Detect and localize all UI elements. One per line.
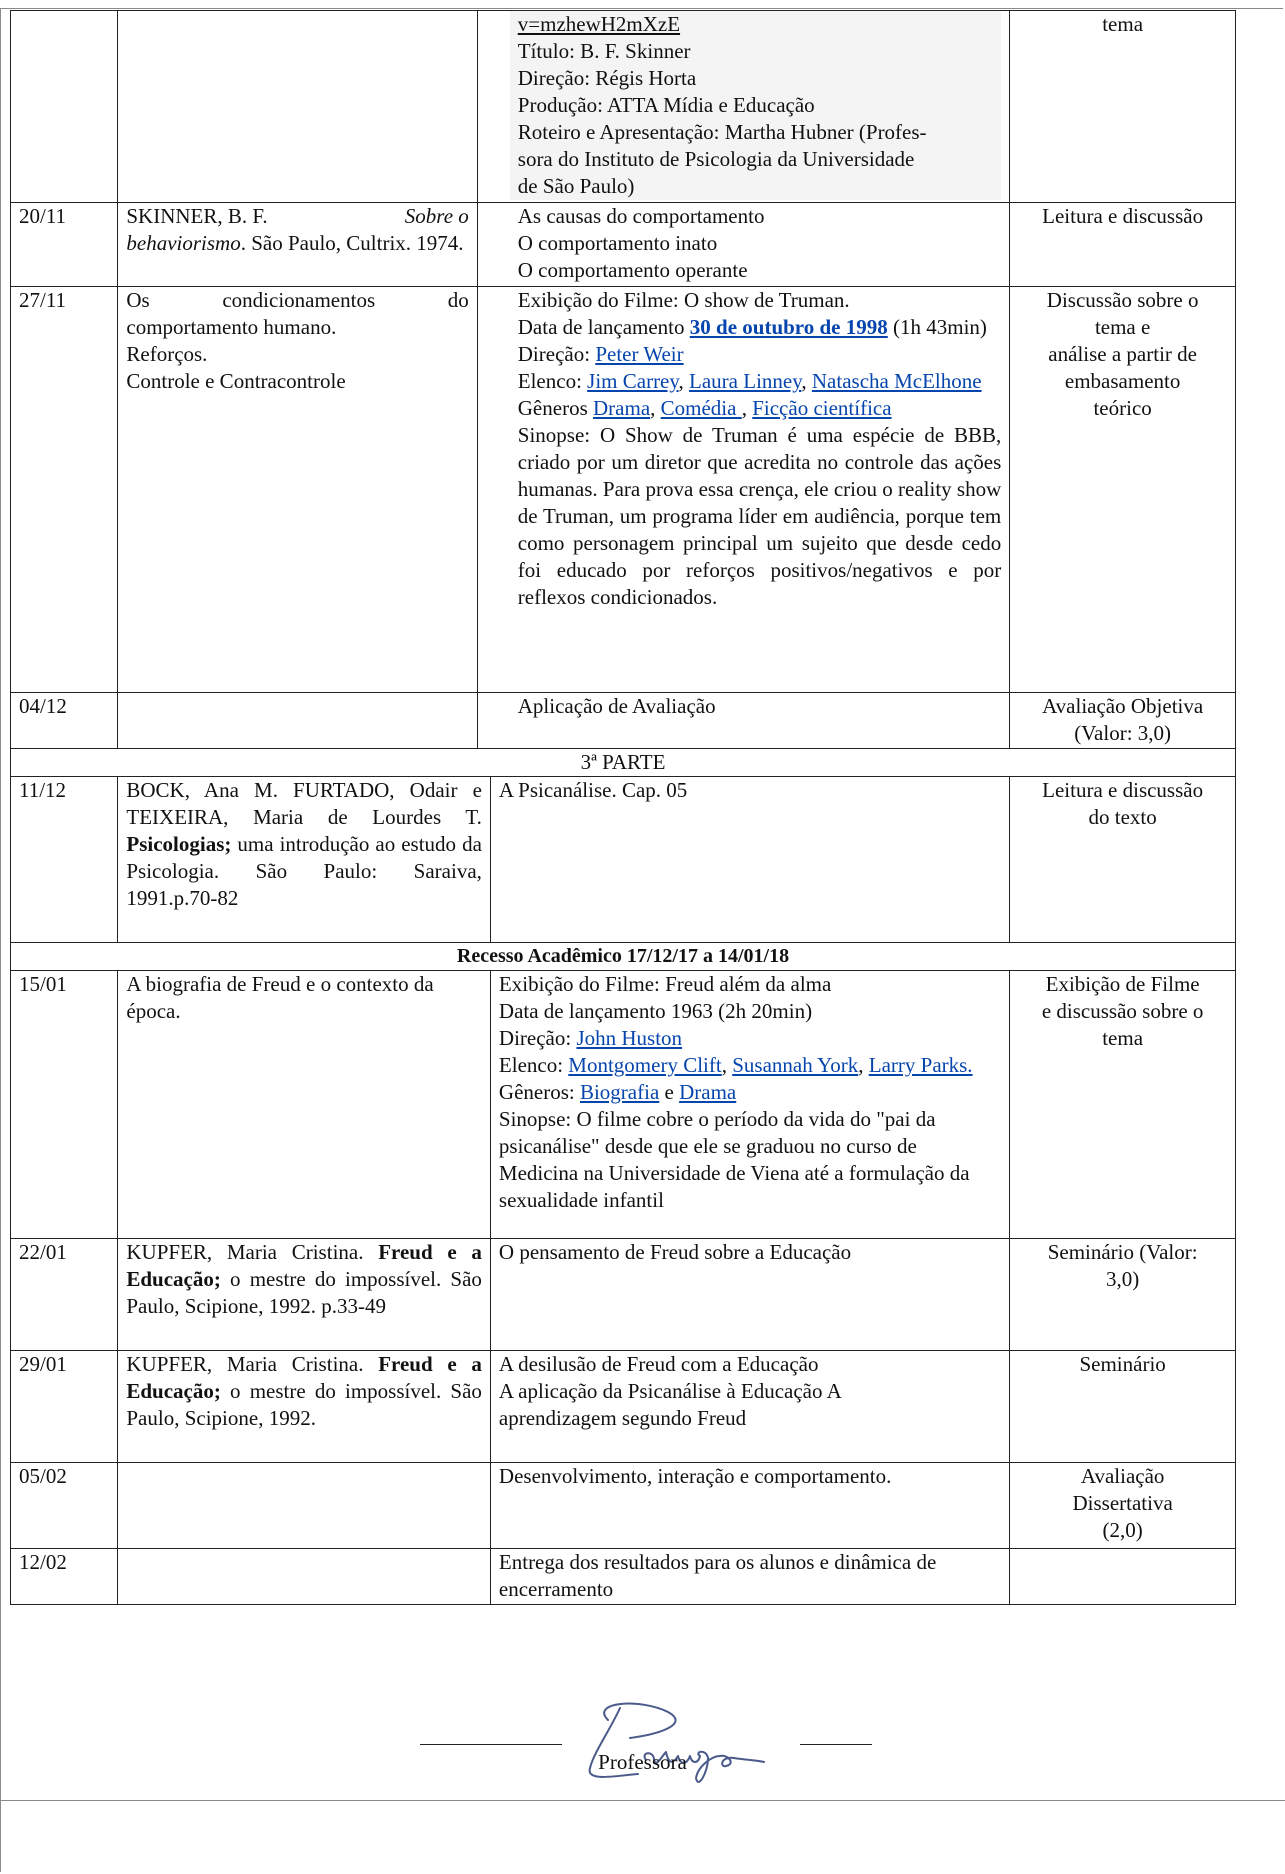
genre-link[interactable]: Comédia	[660, 396, 742, 420]
activity-cell	[1010, 287, 1236, 693]
activity-cell	[1010, 1239, 1236, 1351]
reference-publisher: uma introdução ao estudo da Psicologia. São Paulo: Saraiva, 1991.p.70-82	[126, 832, 482, 910]
date-cell: 22/01	[11, 1239, 118, 1351]
activity-line: Avaliação	[1080, 1464, 1165, 1488]
reference-publisher: o mestre do impossível. São Paulo, Scipione, 1992. p.33-49	[126, 1267, 482, 1318]
reference-publisher: . São Paulo, Cultrix. 1974.	[240, 231, 464, 255]
reference-cell	[118, 693, 477, 749]
section-title: 3ª PARTE	[11, 749, 1236, 777]
date-cell	[11, 11, 118, 203]
activity-line: Exibição de Filme	[1045, 972, 1200, 996]
film-synopsis: Sinopse: O Show de Truman é uma espécie de BBB, criado por um diretor que acredita no controle das ações humanas. Para prova essa crença, ele criou o reality show de Truman, um programa líder em audiência, porque tem como personagem principal um sujeito que desde cedo foi educado por reforços positivos/negativos e por reflexos condicionados.	[517, 423, 1002, 609]
film-release	[518, 314, 1002, 341]
content-cell: Desenvolvimento, interação e comportamento.	[490, 1463, 1009, 1549]
activity-cell: tema	[1010, 11, 1236, 203]
activity-line: Dissertativa	[1072, 1491, 1173, 1515]
signature-image	[550, 1690, 810, 1800]
recess-title: Recesso Acadêmico 17/12/17 a 14/01/18	[11, 943, 1236, 971]
reference-cell	[118, 287, 477, 693]
reference-title: Psicologias;	[126, 832, 232, 856]
date-cell: 11/12	[11, 777, 118, 943]
signature-caption: Professora	[598, 1750, 687, 1774]
film-details	[510, 11, 1002, 200]
content-cell	[477, 11, 1010, 203]
reference-cell: A biografia de Freud e o contexto da época.	[118, 971, 491, 1239]
director-link[interactable]: Peter Weir	[595, 342, 684, 366]
content-cell: Entrega dos resultados para os alunos e dinâmica de encerramento	[490, 1549, 1009, 1605]
reference-cell	[118, 1463, 491, 1549]
footer-rule	[0, 1800, 1285, 1801]
activity-cell	[1010, 1549, 1236, 1605]
cast-label: Elenco:	[498, 1053, 569, 1077]
date-cell: 27/11	[11, 287, 118, 693]
cast-link[interactable]: Susannah York	[732, 1053, 859, 1077]
activity-line: do texto	[1088, 805, 1157, 829]
reference-topic: Controle e Contracontrole	[126, 369, 346, 393]
cast-label: Elenco:	[517, 369, 588, 393]
schedule-table	[10, 10, 1236, 1605]
table-row	[11, 203, 1236, 287]
content-line: Aplicação de Avaliação	[517, 694, 716, 718]
activity-line: Discussão sobre o	[1046, 288, 1199, 312]
film-genres	[499, 1079, 1001, 1106]
film-direction	[518, 341, 1002, 368]
date-cell: 15/01	[11, 971, 118, 1239]
activity-cell	[1010, 777, 1236, 943]
activity-line: embasamento	[1064, 369, 1181, 393]
genres-label: Gêneros	[517, 396, 593, 420]
reference-author: KUPFER, Maria Cristina.	[126, 1352, 379, 1376]
activity-cell: Leitura e discussão	[1010, 203, 1236, 287]
film-cast: Elenco: Jim Carrey, Laura Linney, Natascha McElhone	[517, 369, 982, 393]
content-cell: A Psicanálise. Cap. 05	[490, 777, 1009, 943]
direction-label: Direção:	[498, 1026, 577, 1050]
signature-stroke	[604, 1704, 675, 1738]
reference-cell	[118, 1239, 491, 1351]
genre-link[interactable]: Biografia	[579, 1080, 660, 1104]
content-line: O comportamento inato	[517, 231, 718, 255]
reference-line	[126, 287, 468, 341]
table-row	[11, 1351, 1236, 1463]
release-date-link[interactable]: 30 de outubro de 1998	[689, 315, 888, 339]
activity-line: 3,0)	[1106, 1267, 1140, 1291]
film-script-line: sora do Instituto de Psicologia da Universidade	[517, 147, 915, 171]
activity-line: Leitura e discussão	[1042, 778, 1204, 802]
release-label: Data de lançamento	[517, 315, 690, 339]
content-cell	[490, 1351, 1009, 1463]
genres-joiner: e	[659, 1080, 680, 1104]
content-cell: O pensamento de Freud sobre a Educação	[490, 1239, 1009, 1351]
reference-cell	[118, 1351, 491, 1463]
reference-cell	[118, 1549, 491, 1605]
film-title: Título: B. F. Skinner	[517, 39, 691, 63]
activity-line: tema e	[1094, 315, 1151, 339]
content-cell	[477, 203, 1010, 287]
cast-link[interactable]: Montgomery Clift	[568, 1053, 722, 1077]
director-link[interactable]: John Huston	[576, 1026, 683, 1050]
date-cell: 05/02	[11, 1463, 118, 1549]
reference-cell	[118, 203, 477, 287]
date-cell: 04/12	[11, 693, 118, 749]
release-duration: (1h 43min)	[887, 315, 987, 339]
activity-line: Seminário (Valor:	[1047, 1240, 1198, 1264]
activity-line: (Valor: 3,0)	[1074, 721, 1172, 745]
activity-cell	[1010, 693, 1236, 749]
signature-line-right	[800, 1744, 872, 1745]
table-row	[11, 1239, 1236, 1351]
content-line: O comportamento operante	[517, 258, 748, 282]
table-row	[11, 971, 1236, 1239]
cast-link[interactable]: Natascha McElhone	[811, 369, 982, 393]
reference-author: SKINNER, B. F.	[126, 204, 268, 228]
reference-author: BOCK, Ana M. FURTADO, Odair e TEIXEIRA, Maria de Lourdes T.	[126, 778, 482, 829]
video-url[interactable]: v=mzhewH2mXzE	[517, 12, 681, 36]
reference-title: Freud e a Educação;	[126, 1240, 482, 1291]
film-title: Exibição do Filme: O show de Truman.	[517, 288, 850, 312]
activity-cell	[1010, 1463, 1236, 1549]
table-row	[11, 1463, 1236, 1549]
activity-line: (2,0)	[1102, 1518, 1143, 1542]
table-row	[11, 11, 1236, 203]
reference-cell	[118, 777, 491, 943]
genre-link[interactable]: Drama	[679, 1080, 737, 1104]
reference-title: behaviorismo	[126, 231, 241, 255]
film-production: Produção: ATTA Mídia e Educação	[517, 93, 815, 117]
genre-link[interactable]: Drama	[593, 396, 651, 420]
activity-cell	[1010, 971, 1236, 1239]
genre-link[interactable]: Ficção científica	[752, 396, 892, 420]
recess-row	[11, 943, 1236, 971]
content-cell	[490, 971, 1009, 1239]
table-row	[11, 693, 1236, 749]
film-direction: Direção: Régis Horta	[517, 66, 697, 90]
film-release: Data de lançamento 1963 (2h 20min)	[498, 999, 813, 1023]
cast-link[interactable]: Laura Linney	[689, 369, 802, 393]
content-line: As causas do comportamento	[517, 204, 765, 228]
film-genres: Gêneros Drama, Comédia , Ficção científica	[517, 396, 892, 420]
table-row	[11, 287, 1236, 693]
activity-line: Avaliação Objetiva	[1042, 694, 1204, 718]
genres-label: Gêneros:	[498, 1080, 580, 1104]
content-line: aprendizagem segundo Freud	[498, 1406, 747, 1430]
table-row	[11, 777, 1236, 943]
reference-author: KUPFER, Maria Cristina.	[126, 1240, 379, 1264]
cast-link[interactable]: Jim Carrey	[587, 369, 679, 393]
reference-line	[126, 203, 468, 230]
film-script-line: de São Paulo)	[517, 174, 635, 198]
date-cell: 20/11	[11, 203, 118, 287]
activity-line: tema	[1102, 1026, 1144, 1050]
film-cast: Elenco: Montgomery Clift, Susannah York, Larry Parks.	[498, 1053, 973, 1077]
date-cell: 12/02	[11, 1549, 118, 1605]
reference-title: Freud e a Educação;	[126, 1352, 482, 1403]
activity-cell: Seminário	[1010, 1351, 1236, 1463]
reference-topic: Reforços.	[126, 342, 208, 366]
date-cell: 29/01	[11, 1351, 118, 1463]
signature-line-left	[420, 1744, 562, 1745]
reference-cell	[118, 11, 477, 203]
film-direction	[499, 1025, 1001, 1052]
cast-link[interactable]: Larry Parks.	[868, 1053, 973, 1077]
activity-line: e discussão sobre o	[1041, 999, 1204, 1023]
content-line: A desilusão de Freud com a Educação	[498, 1352, 819, 1376]
activity-line: análise a partir de	[1048, 342, 1197, 366]
reference-publisher: o mestre do impossível. São Paulo, Scipione, 1992.	[126, 1379, 482, 1430]
content-cell	[477, 693, 1010, 749]
content-cell	[477, 287, 1010, 693]
direction-label: Direção:	[517, 342, 596, 366]
film-script-line: Roteiro e Apresentação: Martha Hubner (Profes-	[517, 120, 927, 144]
reference-topic: Os condicionamentos do comportamento humano.	[126, 288, 469, 339]
section-header-row	[11, 749, 1236, 777]
content-line: A aplicação da Psicanálise à Educação A	[498, 1379, 842, 1403]
film-synopsis: Sinopse: O filme cobre o período da vida do "pai da psicanálise" desde que ele se graduou no curso de Medicina na Universidade de Viena até a formulação da sexualidade infantil	[498, 1107, 970, 1212]
table-row	[11, 1549, 1236, 1605]
film-title: Exibição do Filme: Freud além da alma	[498, 972, 832, 996]
activity-line: teórico	[1093, 396, 1152, 420]
reference-title: Sobre o	[404, 204, 469, 228]
